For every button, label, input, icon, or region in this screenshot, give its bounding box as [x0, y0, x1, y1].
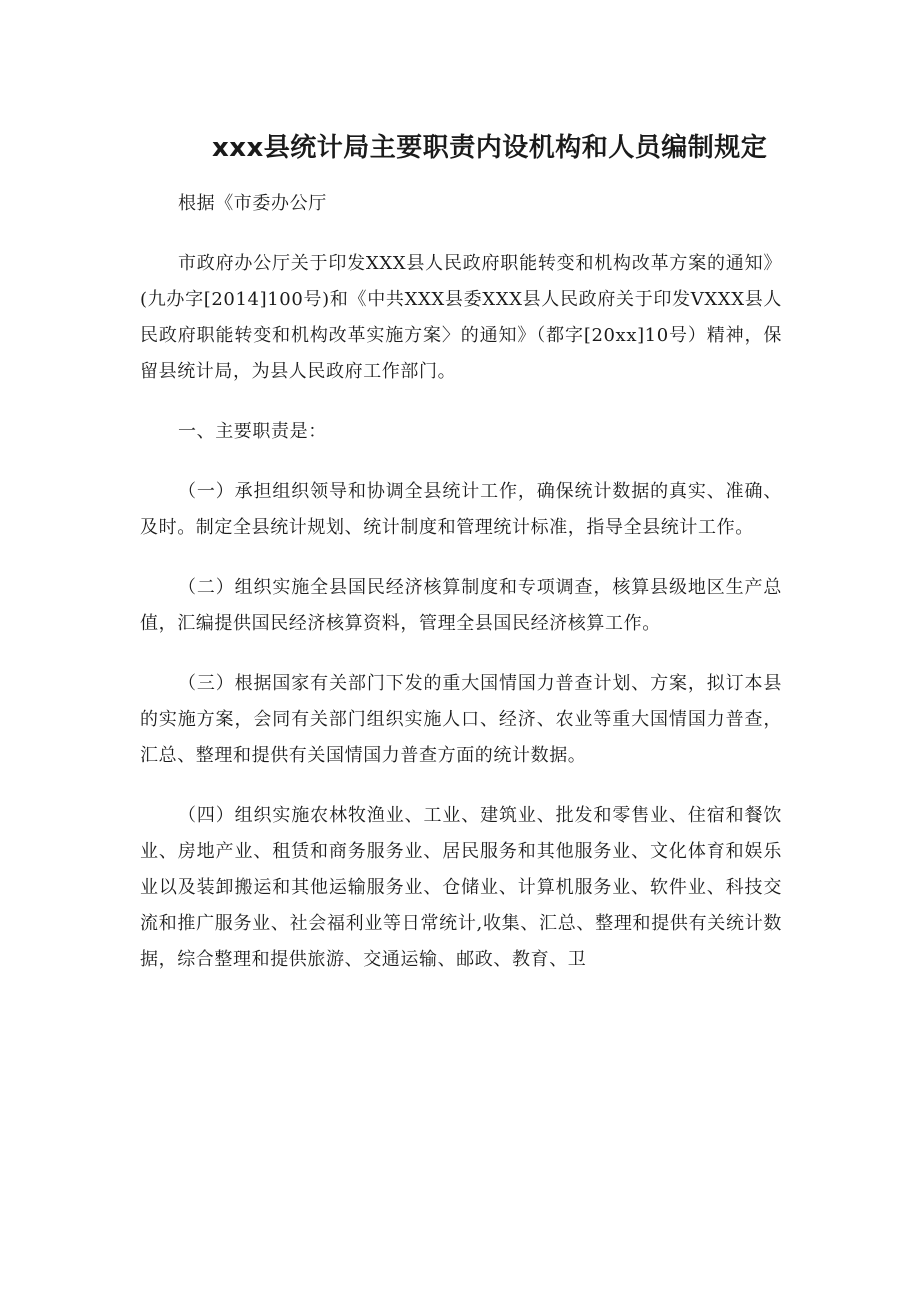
- paragraph-intro: 根据《市委办公厅: [178, 193, 327, 214]
- paragraph-duty-2: （二）组织实施全县国民经济核算制度和专项调查，核算县级地区生产总值，汇编提供国民经济核算资料，管理全县国民经济核算工作。: [140, 577, 782, 634]
- paragraph-duty-1: （一）承担组织领导和协调全县统计工作，确保统计数据的真实、准确、及时。制定全县统计规划、统计制度和管理统计标准，指导全县统计工作。: [140, 481, 782, 538]
- document-body: [140, 186, 782, 1000]
- paragraph-notice: 市政府办公厅关于印发XXX县人民政府职能转变和机构改革方案的通知》(九办字[2014]100号)和《中共XXX县委XXX县人民政府关于印发VXXX县人民政府职能转变和机构改革实施方案〉的通知》（都字[20xx]10号）精神，保留县统计局，为县人民政府工作部门。: [140, 253, 782, 382]
- paragraph-duty-3: （三）根据国家有关部门下发的重大国情国力普查计划、方案，拟订本县的实施方案，会同有关部门组织实施人口、经济、农业等重大国情国力普查，汇总、整理和提供有关国情国力普查方面的统计数据。: [140, 673, 782, 766]
- paragraph-duty-4: （四）组织实施农林牧渔业、工业、建筑业、批发和零售业、住宿和餐饮业、房地产业、租赁和商务服务业、居民服务和其他服务业、文化体育和娱乐业以及装卸搬运和其他运输服务业、仓储业、计算机服务业、软件业、科技交流和推广服务业、社会福利业等日常统计,收集、汇总、整理和提供有关统计数据，综合整理和提供旅游、交通运输、邮政、教育、卫: [140, 805, 782, 970]
- section-heading-duties: 一、主要职责是：: [178, 421, 327, 442]
- document-title: xxx县统计局主要职责内设机构和人员编制规定: [212, 133, 768, 163]
